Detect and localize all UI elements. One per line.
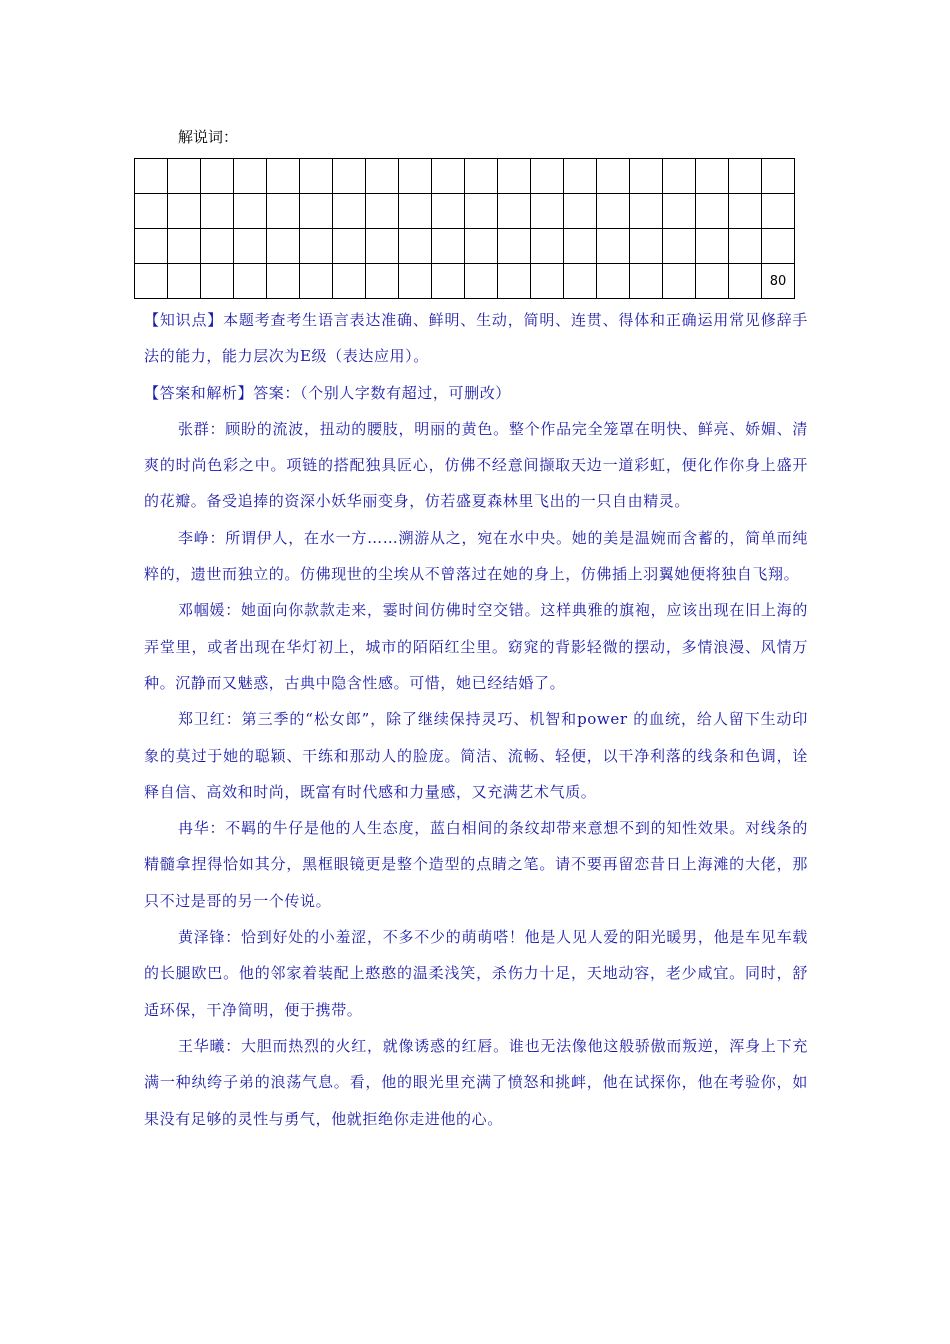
grid-cell [663,229,696,264]
grid-cell [135,194,168,229]
writing-grid [134,158,795,299]
paragraph-zheng-weihong: 郑卫红：第三季的“松女郎”，除了继续保持灵巧、机智和power 的血统，给人留下生动印象的莫过于她的聪颖、干练和那动人的脸庞。简洁、流畅、轻便，以干净利落的线条和色调，诠释自信、高效和时尚，既富有时代感和力量感，又充满艺术气质。 [144,710,808,801]
grid-cell [696,194,729,229]
paragraph-deng-guoyuan: 邓帼媛：她面向你款款走来，霎时间仿佛时空交错。这样典雅的旗袍，应该出现在旧上海的弄堂里，或者出现在华灯初上，城市的陌陌红尘里。窈窕的背影轻微的摆动，多情浪漫、风情万种。沉静而又魅惑，古典中隐含性感。可惜，她已经结婚了。 [144,601,808,692]
paragraph-zhang-qun: 张群：顾盼的流波，扭动的腰肢，明丽的黄色。整个作品完全笼罩在明快、鲜亮、娇媚、清爽的时尚色彩之中。项链的搭配独具匠心，仿佛不经意间撷取天边一道彩虹，便化作你身上盛开的花瓣。备受追捧的资深小妖华丽变身，仿若盛夏森林里飞出的一只自由精灵。 [144,419,808,511]
grid-cell [762,194,795,229]
grid-cell [201,229,234,264]
grid-row [135,194,795,229]
grid-cell [333,159,366,194]
grid-cell [366,229,399,264]
grid-cell [564,159,597,194]
paragraph-ran-hua: 冉华：不羁的牛仔是他的人生态度，蓝白相间的条纹却带来意想不到的知性效果。对线条的精髓拿捏得恰如其分，黑框眼镜更是整个造型的点睛之笔。请不要再留恋昔日上海滩的大佬，那只不过是哥的另一个传说。 [144,819,808,910]
grid-cell [135,229,168,264]
grid-cell [234,159,267,194]
grid-cell [696,159,729,194]
grid-cell [399,264,432,299]
grid-cell [135,159,168,194]
grid-cell [630,229,663,264]
grid-cell [300,159,333,194]
knowledge-point [144,302,808,375]
grid-cell [531,159,564,194]
grid-cell [234,264,267,299]
grid-cell [168,229,201,264]
grid-cell [432,264,465,299]
grid-cell [300,194,333,229]
grid-cell [630,264,663,299]
paragraph-wang-huaxi: 王华曦：大胆而热烈的火红，就像诱惑的红唇。谁也无法像他这般骄傲而叛逆，浑身上下充满一种纨绔子弟的浪荡气息。看，他的眼光里充满了愤怒和挑衅，他在试探你，他在考验你，如果没有足够的灵性与勇气，他就拒绝你走进他的心。 [144,1036,808,1128]
grid-cell [333,229,366,264]
grid-cell [531,264,564,299]
grid-cell [630,194,663,229]
grid-cell [399,159,432,194]
grid-cell [465,229,498,264]
grid-cell [498,194,531,229]
grid-cell [729,264,762,299]
paragraph-huang-zefeng: 黄泽锋：恰到好处的小羞涩，不多不少的萌萌嗒！他是人见人爱的阳光暖男，他是车见车载的长腿欧巴。他的邻家着装配上憨憨的温柔浅笑，杀伤力十足，天地动容，老少咸宜。同时，舒适环保，干净简明，便于携带。 [144,928,808,1019]
grid-cell [498,264,531,299]
grid-cell [135,264,168,299]
grid-cell [300,264,333,299]
grid-cell [498,159,531,194]
grid-cell [564,229,597,264]
grid-cell [762,159,795,194]
grid-cell [498,229,531,264]
grid-cell [399,194,432,229]
grid-cell [663,194,696,229]
grid-cell [432,194,465,229]
grid-cell [168,194,201,229]
grid-cell [729,159,762,194]
grid-row [135,264,795,299]
grid-cell [630,159,663,194]
grid-cell [597,264,630,299]
grid-cell [333,264,366,299]
grid-cell [597,159,630,194]
grid-cell [366,264,399,299]
answer-content [144,302,808,1137]
grid-cell [663,264,696,299]
grid-cell [564,194,597,229]
grid-cell [201,264,234,299]
grid-cell [465,264,498,299]
grid-cell [432,159,465,194]
grid-cell [465,159,498,194]
grid-cell [333,194,366,229]
grid-cell [168,159,201,194]
grid-cell [564,264,597,299]
grid-cell [399,229,432,264]
grid-cell [366,159,399,194]
grid-cell [234,229,267,264]
answer-analysis [144,375,808,411]
answer-text: 答案：（个别人字数有超过，可删改） [253,383,511,402]
grid-cell [267,264,300,299]
grid-cell [696,229,729,264]
grid-cell [168,264,201,299]
grid-cell [696,264,729,299]
grid-cell [234,194,267,229]
grid-cell [201,194,234,229]
grid-cell-count: 80 [762,264,795,299]
grid-cell [729,194,762,229]
grid-cell [366,194,399,229]
grid-cell [201,159,234,194]
grid-cell [762,229,795,264]
knowledge-tag: 【知识点】 [144,311,224,329]
grid-cell [267,159,300,194]
paragraph-li-zheng: 李峥：所谓伊人，在水一方……溯游从之，宛在水中央。她的美是温婉而含蓄的，简单而纯粹的，遗世而独立的。仿佛现世的尘埃从不曾落过在她的身上，仿佛插上羽翼她便将独自飞翔。 [144,528,808,584]
grid-cell [531,194,564,229]
knowledge-text: 本题考查考生语言表达准确、鲜明、生动，简明、连贯、得体和正确运用常见修辞手法的能力，能力层次为E级（表达应用）。 [144,311,808,366]
grid-cell [597,229,630,264]
grid-cell [663,159,696,194]
grid-row [135,159,795,194]
commentary-label: 解说词： [178,128,239,146]
answer-tag: 【答案和解析】 [144,383,254,402]
grid-cell [432,229,465,264]
grid-cell [267,194,300,229]
grid-cell [729,229,762,264]
grid-cell [300,229,333,264]
grid-row [135,229,795,264]
grid-cell [597,194,630,229]
grid-cell [465,194,498,229]
grid-cell [267,229,300,264]
grid-cell [531,229,564,264]
